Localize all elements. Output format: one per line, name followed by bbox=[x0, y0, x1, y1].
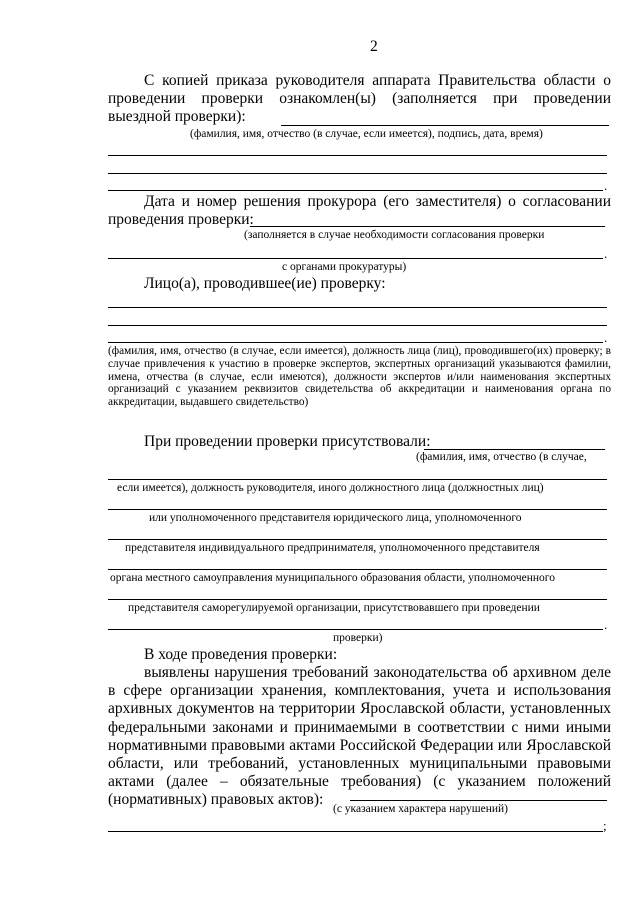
findings-line-1[interactable] bbox=[350, 800, 607, 801]
attendees-hint: проверки) bbox=[333, 632, 383, 644]
prosecutor-paragraph: Дата и номер решения прокурора (его заместителя) о согласовании проведения проверки: bbox=[108, 193, 611, 229]
inspectors-label: Лицо(а), проводившее(ие) проверку: bbox=[144, 275, 386, 292]
familiarization-line[interactable] bbox=[281, 125, 609, 126]
attendees-line-6[interactable] bbox=[108, 599, 607, 600]
familiarization-line-2[interactable] bbox=[108, 155, 607, 156]
line-end-semicolon: ; bbox=[603, 818, 607, 833]
attendees-hint: представителя саморегулируемой организации, присутствовавшего при проведении bbox=[128, 602, 540, 614]
attendees-label: При проведении проверки присутствовали: bbox=[144, 433, 431, 450]
inspectors-line-1[interactable] bbox=[108, 307, 607, 308]
inspectors-line-2[interactable] bbox=[108, 325, 607, 326]
familiarization-line-4[interactable] bbox=[108, 190, 603, 191]
attendees-line-4[interactable] bbox=[108, 539, 607, 540]
attendees-hint: или уполномоченного представителя юридического лица, уполномоченного bbox=[149, 512, 522, 524]
line-end-dot: . bbox=[604, 246, 608, 261]
attendees-hint: представителя индивидуального предпринимателя, уполномоченного представителя bbox=[125, 542, 540, 554]
attendees-line-7[interactable] bbox=[108, 629, 603, 630]
findings-heading: В ходе проведения проверки: bbox=[144, 646, 338, 663]
prosecutor-hint-1: (заполняется в случае необходимости согласования проверки bbox=[244, 229, 545, 241]
page-number: 2 bbox=[370, 38, 378, 55]
attendees-hint: (фамилия, имя, отчество (в случае, bbox=[416, 451, 587, 463]
prosecutor-line[interactable] bbox=[250, 226, 605, 227]
attendees-line-1[interactable] bbox=[424, 449, 605, 450]
line-end-dot: . bbox=[604, 617, 608, 632]
familiarization-hint: (фамилия, имя, отчество (в случае, если имеется), подпись, дата, время) bbox=[190, 128, 543, 140]
attendees-line-5[interactable] bbox=[108, 569, 607, 570]
findings-hint: (с указанием характера нарушений) bbox=[333, 803, 508, 815]
familiarization-line-3[interactable] bbox=[108, 173, 607, 174]
prosecutor-hint-2: с органами прокуратуры) bbox=[282, 261, 407, 273]
findings-paragraph: выявлены нарушения требований законодательства об архивном деле в сфере организации хранения, комплектования, учета и использования архивных документов на территории Ярославской области, установленных федеральными законами и принимаемыми в соответствии с ними иными нормативными правовыми актами Российской Федерации или Ярославской области, или требований, установленных муниципальными правовыми актами (далее – обязательные требования) (с указанием положений (нормативных) правовых актов): bbox=[108, 664, 611, 809]
line-end-dot: . bbox=[604, 178, 608, 193]
familiarization-paragraph: С копией приказа руководителя аппарата Правительства области о проведении проверки ознакомлен(ы) (заполняется при проведении выездной проверки): bbox=[108, 72, 611, 126]
attendees-line-2[interactable] bbox=[108, 479, 607, 480]
findings-line-2[interactable] bbox=[108, 831, 603, 832]
inspectors-hint: (фамилия, имя, отчество (в случае, если имеется), должность лица (лиц), проводившего(их) проверку; в случае привлечения к участию в проверке экспертов, экспертных организаций указываются фамилии, имена, отчества (в случае, если имеются), должности экспертов и/или наименования экспертных организаций с указанием реквизитов свидетельства об аккредитации и наименования органа по аккредитации, выдавшего свидетельство) bbox=[108, 345, 611, 409]
attendees-hint: органа местного самоуправления муниципального образования области, уполномоченного bbox=[110, 572, 555, 584]
attendees-line-3[interactable] bbox=[108, 509, 607, 510]
inspectors-line-3[interactable] bbox=[108, 342, 603, 343]
prosecutor-line-2[interactable] bbox=[108, 258, 603, 259]
line-end-dot: . bbox=[604, 330, 608, 345]
attendees-hint: если имеется), должность руководителя, иного должностного лица (должностных лиц) bbox=[117, 482, 544, 494]
